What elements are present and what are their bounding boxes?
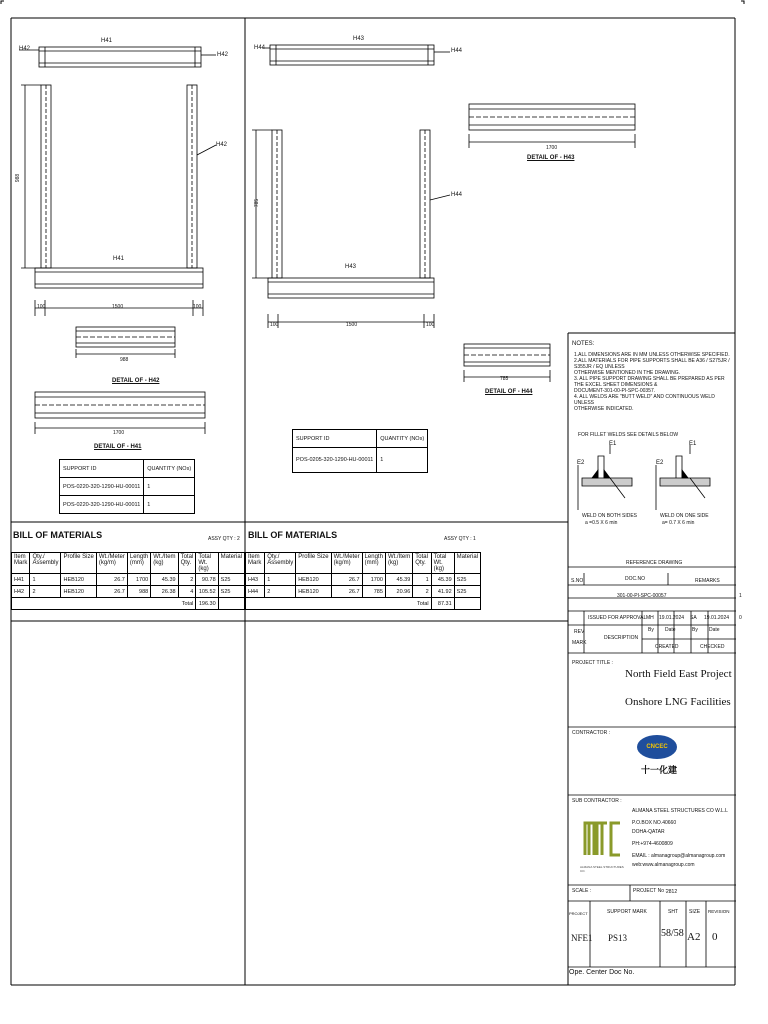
label-h41-base: H41 — [113, 256, 125, 262]
remarks-header: REMARKS — [695, 578, 720, 584]
label-h42-col: H42 — [216, 142, 228, 148]
project-line-1: North Field East Project — [625, 668, 732, 680]
dim-height-right: 785 — [254, 198, 261, 208]
sht-header: SHT — [668, 909, 678, 915]
dim-100-left-r: 100 — [270, 322, 279, 328]
rev-sa: SA — [690, 615, 697, 621]
e1-label-right: E1 — [689, 441, 697, 447]
detail-h43-title: DETAIL OF - H43 — [527, 155, 575, 161]
project-no-label: PROJECT No : — [633, 888, 667, 894]
bom-cell: HEB120 — [296, 586, 331, 598]
bom-cell: 20.96 — [385, 586, 412, 598]
bom-cell: HEB120 — [61, 574, 96, 586]
label-h44-top-right: H44 — [451, 48, 463, 54]
frame-elevation-left — [11, 30, 241, 320]
project-line-2: Onshore LNG Facilities — [625, 696, 731, 708]
bom-cell: 2 — [413, 586, 431, 598]
bom-header: Wt./Item (kg) — [151, 553, 178, 574]
bom-header: Total Qty. — [178, 553, 196, 574]
sub-phone: PH:+974-4600809 — [632, 841, 673, 847]
note-item: 2.ALL MATERIALS FOR PIPE SUPPORTS SHALL BE A36 / S275JR / S355JR / EQ UNLESS — [574, 358, 730, 370]
bom-header: Profile Size — [61, 553, 96, 574]
project-no: 2812 — [666, 889, 678, 895]
bom-cell: 2 — [30, 586, 61, 598]
support-mark-value: PS13 — [608, 933, 628, 943]
support-table-right — [292, 429, 428, 473]
quantity-header: QUANTITY (NOs) — [377, 430, 428, 448]
bom-assy-right: ASSY QTY : 1 — [444, 536, 476, 542]
dim-100-right: 100 — [193, 304, 202, 310]
bom-cell: 105.52 — [196, 586, 218, 598]
weld-one-label: WELD ON ONE SIDE — [660, 513, 709, 519]
bom-header: Wt./Item (kg) — [385, 553, 412, 574]
weld-one-size: a= 0.7 X 6 min — [662, 520, 695, 526]
bom-cell: 2 — [265, 586, 296, 598]
bom-cell: 45.39 — [151, 574, 178, 586]
bom-cell: 41.92 — [431, 586, 454, 598]
bom-title-right: BILL OF MATERIALS — [248, 530, 338, 540]
bom-header: Total Wt. (kg) — [431, 553, 454, 574]
detail-h44-title: DETAIL OF - H44 — [485, 389, 533, 395]
subcontractor-label: SUB CONTRACTOR : — [572, 798, 622, 804]
e2-label-right: E2 — [656, 460, 664, 466]
bom-cell: 1700 — [127, 574, 150, 586]
notes-list — [574, 352, 734, 412]
weld-detail-diagrams — [570, 440, 720, 515]
revision-value: 0 — [712, 931, 718, 943]
note-item: DOCUMENT-301-00-PI-SPC-00357. — [574, 388, 656, 394]
label-h42-top-left: H42 — [19, 46, 31, 52]
table-total-row — [246, 598, 481, 610]
bom-cell: S25 — [454, 586, 480, 598]
sht-value: 58/58 — [661, 928, 684, 939]
sub-email: EMAIL : almanagroup@almanagroup.com — [632, 853, 726, 859]
ref-drawing-title: REFERENCE DRAWING — [626, 560, 683, 566]
bom-header: Qty./ Assembly — [30, 553, 61, 574]
bom-cell: 785 — [362, 586, 385, 598]
rev-date2: 19.01.2024 — [704, 615, 730, 621]
dim-height-left: 988 — [15, 173, 22, 183]
bom-cell: 988 — [127, 586, 150, 598]
contractor-logo — [637, 735, 677, 759]
bom-cell: 26.7 — [96, 586, 127, 598]
bom-cell: H43 — [246, 574, 265, 586]
note-item: 4. ALL WELDS ARE "BUTT WELD" AND CONTINUOUS WELD UNLESS — [574, 394, 715, 406]
bom-cell: 26.7 — [331, 586, 362, 598]
created-header: CREATED — [655, 644, 679, 650]
project-value: NFE1 — [571, 933, 593, 943]
bom-total-label: Total — [246, 598, 432, 610]
bom-total: 196.30 — [196, 598, 218, 610]
support-mark-header: SUPPORT MARK — [607, 909, 647, 915]
note-item: 1.ALL DIMENSIONS ARE IN MM UNLESS OTHERWISE SPECIFIED. — [574, 352, 730, 358]
scale-label: SCALE : — [572, 888, 592, 894]
support-id-cell: POS-0220-320-1290-HU-00011 — [60, 478, 144, 496]
note-item: 3. ALL PIPE SUPPORT DRAWING SHALL BE PREPARED AS PER THE EXCEL SHEET DIMENSIONS & — [574, 376, 725, 388]
size-value: A2 — [687, 931, 701, 943]
revision-header: REVISION — [708, 909, 730, 914]
fillet-note: FOR FILLET WELDS SEE DETAILS BELOW — [578, 432, 679, 438]
bom-cell: H44 — [246, 586, 265, 598]
label-h41-top: H41 — [101, 38, 113, 44]
bom-header: Item Mark — [12, 553, 30, 574]
sub-po: P.O.BOX NO.40660 — [632, 820, 677, 826]
bom-header: Material — [454, 553, 480, 574]
bom-header: Qty./ Assembly — [265, 553, 296, 574]
quantity-header: QUANTITY (NOs) — [144, 460, 195, 478]
bom-table-right — [245, 552, 481, 610]
bom-header: Length (mm) — [127, 553, 150, 574]
detail-h43-length: 1700 — [546, 145, 558, 151]
dim-1500-left: 1500 — [112, 304, 124, 310]
ope-center-doc-no: Ope. Center Doc No. — [569, 969, 635, 976]
bom-cell: H42 — [12, 586, 30, 598]
quantity-cell: 1 — [377, 448, 428, 473]
dim-100-right-r: 100 — [426, 322, 435, 328]
project-header: PROJECT — [569, 911, 588, 916]
bom-title-left: BILL OF MATERIALS — [13, 530, 103, 540]
bom-cell: 4 — [178, 586, 196, 598]
table-row — [12, 574, 245, 586]
bom-cell: S25 — [218, 586, 244, 598]
sub-web: web:www.almanagroup.com — [632, 862, 695, 868]
support-id-header: SUPPORT ID — [293, 430, 377, 448]
bom-cell: H41 — [12, 574, 30, 586]
bom-header: Length (mm) — [362, 553, 385, 574]
weld-both-label: WELD ON BOTH SIDES — [582, 513, 638, 519]
label-h43-top: H43 — [353, 36, 365, 42]
size-header: SIZE — [689, 909, 701, 915]
bom-cell: 26.7 — [331, 574, 362, 586]
support-id-header: SUPPORT ID — [60, 460, 144, 478]
bom-cell: 26.7 — [96, 574, 127, 586]
subcontractor-logo — [580, 815, 625, 873]
label-h44-top-left: H44 — [254, 45, 266, 51]
ref-no: 1 — [739, 593, 742, 599]
bom-header: Profile Size — [296, 553, 331, 574]
sub-city: DOHA-QATAR — [632, 829, 665, 835]
bom-cell: 1700 — [362, 574, 385, 586]
sub-name: ALMANA STEEL STRUCTURES CO W.L.L — [632, 808, 728, 814]
bom-table-left — [11, 552, 245, 610]
bom-cell: S25 — [454, 574, 480, 586]
detail-h41-title: DETAIL OF - H41 — [94, 444, 142, 450]
rev-date1: 19.01.2024 — [659, 615, 685, 621]
mark-header: MARK — [572, 640, 587, 646]
project-title-label: PROJECT TITLE : — [572, 660, 613, 666]
docno-header: DOC.NO — [625, 576, 645, 582]
table-row — [12, 586, 245, 598]
checked-header: CHECKED — [700, 644, 725, 650]
bom-assy-left: ASSY QTY : 2 — [208, 536, 240, 542]
table-total-row — [12, 598, 245, 610]
rev-no: 0 — [739, 615, 742, 621]
table-row — [246, 586, 481, 598]
bom-cell: 1 — [265, 574, 296, 586]
subcontractor-logo-caption: ALMANA STEEL STRUCTURES CO. — [580, 865, 624, 873]
support-id-cell: POS-0205-320-1290-HU-00011 — [293, 448, 377, 473]
bom-cell: 90.78 — [196, 574, 218, 586]
rev-mh: MH — [646, 615, 654, 621]
detail-h42-length: 988 — [120, 357, 129, 363]
bom-header: Material — [218, 553, 244, 574]
bom-empty-cell — [454, 598, 480, 610]
e2-label-left: E2 — [577, 460, 585, 466]
detail-h42-drawing — [70, 325, 180, 360]
bom-cell: 1 — [30, 574, 61, 586]
support-table-left — [59, 459, 195, 514]
detail-h41-length: 1700 — [113, 430, 125, 436]
bom-total-label: Total — [12, 598, 196, 610]
contractor-logo-text: CNCEC — [646, 744, 668, 750]
frame-elevation-right — [250, 30, 470, 335]
dim-100-left: 100 — [37, 304, 46, 310]
label-h42-top-right: H42 — [217, 52, 229, 58]
quantity-cell: 1 — [144, 478, 195, 496]
weld-both-size: a =0.5 X 6 min — [585, 520, 618, 526]
bom-empty-cell — [218, 598, 244, 610]
bom-cell: 45.39 — [385, 574, 412, 586]
sno-header: S.NO — [571, 578, 584, 584]
e1-label-left: E1 — [609, 441, 617, 447]
detail-h42-title: DETAIL OF - H42 — [112, 378, 160, 384]
bom-header: Total Wt. (kg) — [196, 553, 218, 574]
bom-cell: 2 — [178, 574, 196, 586]
description-header: DESCRIPTION — [604, 635, 639, 641]
ref-doc: 301-00-PI-SPC-00057 — [617, 593, 667, 599]
dim-1500-right: 1500 — [346, 322, 358, 328]
by-header-1: By — [648, 627, 654, 633]
bom-cell: 45.39 — [431, 574, 454, 586]
detail-h44-length: 785 — [500, 376, 509, 382]
rev-issue: ISSUED FOR APPROVAL — [588, 615, 647, 621]
contractor-label: CONTRACTOR : — [572, 730, 610, 736]
bom-cell: 26.38 — [151, 586, 178, 598]
rev-header: REV — [574, 629, 585, 635]
table-row — [246, 574, 481, 586]
label-h43-base: H43 — [345, 264, 357, 270]
bom-cell: 1 — [413, 574, 431, 586]
bom-cell: HEB120 — [61, 586, 96, 598]
quantity-cell: 1 — [144, 496, 195, 514]
contractor-chinese-name: 十一化建 — [641, 765, 678, 775]
by-header-2: By — [692, 627, 698, 633]
label-h44-col: H44 — [451, 192, 463, 198]
almana-logo-icon — [580, 815, 625, 860]
note-item: OTHERWISE MENTIONED IN THE DRAWING. — [574, 370, 681, 376]
bom-total: 87.31 — [431, 598, 454, 610]
bom-cell: HEB120 — [296, 574, 331, 586]
support-id-cell: POS-0220-320-1290-HU-00011 — [60, 496, 144, 514]
bom-header: Total Qty. — [413, 553, 431, 574]
notes-title: NOTES: — [572, 341, 595, 347]
bom-header: Item Mark — [246, 553, 265, 574]
date-header-1: Date — [665, 627, 676, 633]
bom-header: Wt./Meter (kg/m) — [331, 553, 362, 574]
bom-header: Wt./Meter (kg/m) — [96, 553, 127, 574]
bom-cell: S25 — [218, 574, 244, 586]
date-header-2: Date — [709, 627, 720, 633]
note-item: OTHERWISE INDICATED. — [574, 406, 634, 412]
